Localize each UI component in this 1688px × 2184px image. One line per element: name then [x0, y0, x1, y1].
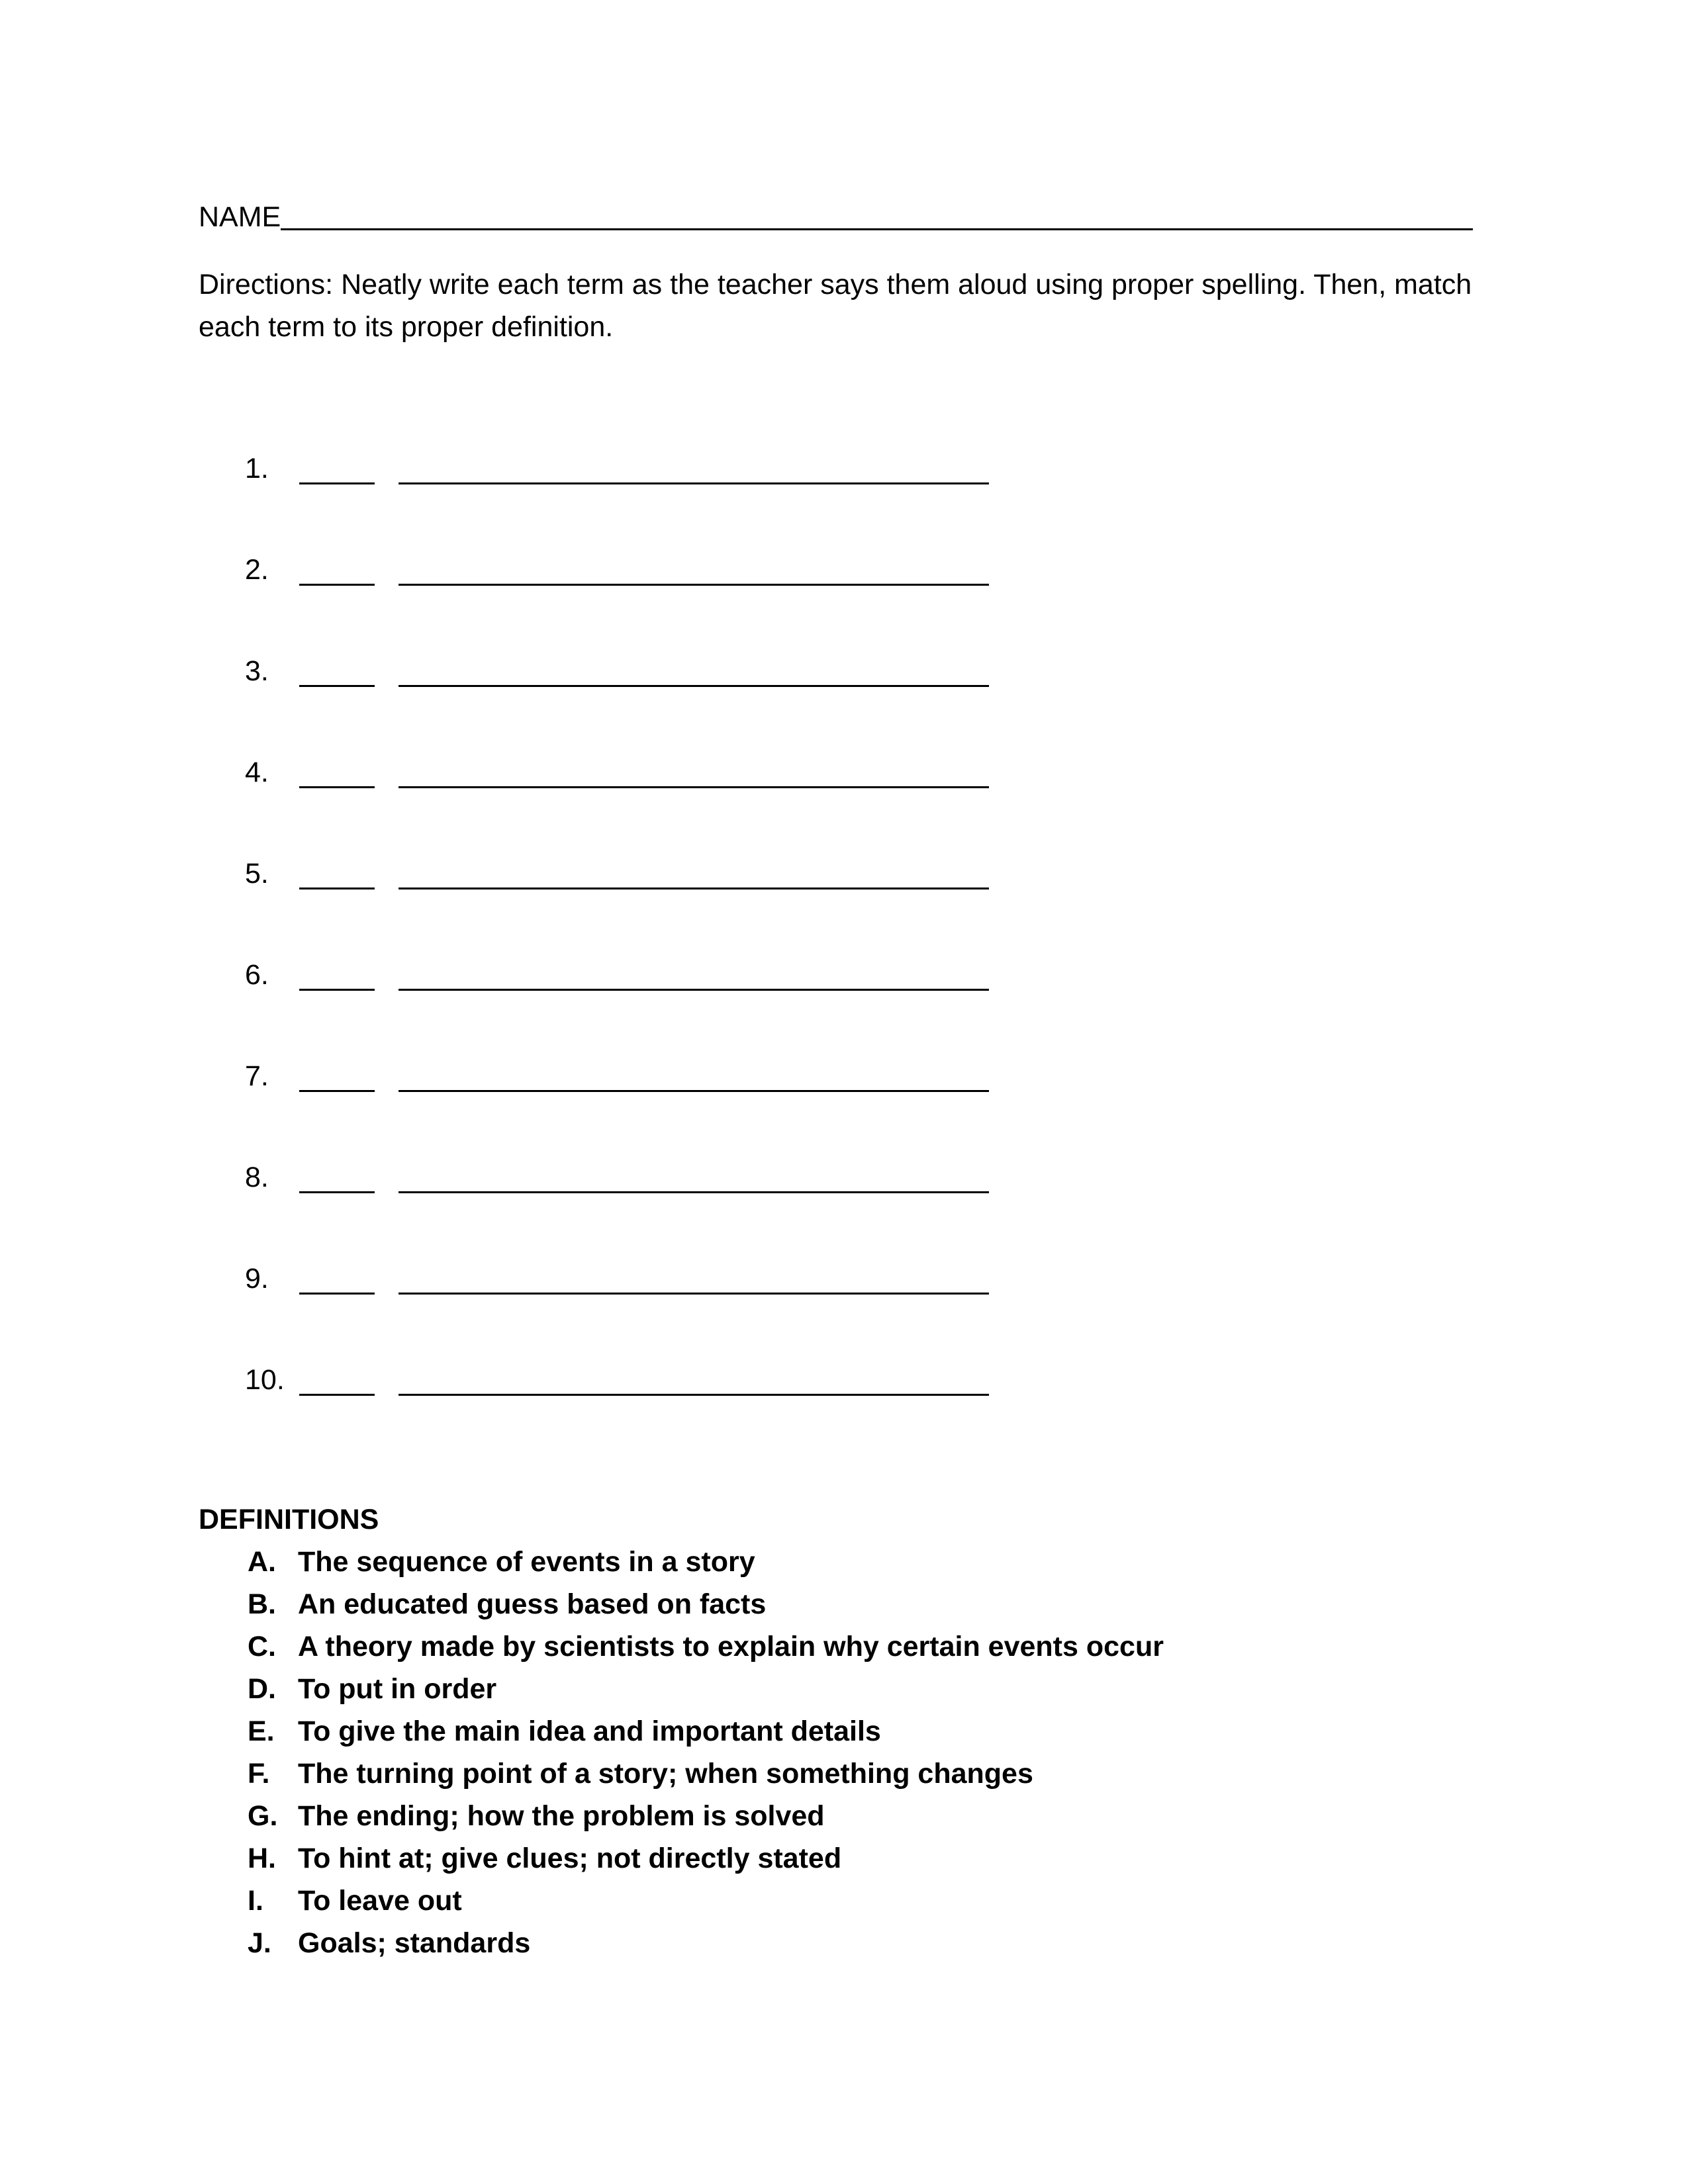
letter-blank[interactable] — [299, 584, 375, 586]
definition-text: Goals; standards — [298, 1927, 531, 1959]
definition-letter: C. — [248, 1631, 276, 1662]
term-blank[interactable] — [399, 685, 989, 687]
letter-blank[interactable] — [299, 786, 375, 788]
letter-blank[interactable] — [299, 1394, 375, 1396]
answer-row — [245, 1260, 993, 1300]
answer-row — [245, 1058, 993, 1097]
term-blank[interactable] — [399, 887, 989, 889]
definition-letter: A. — [248, 1546, 276, 1578]
definition-text: The turning point of a story; when something changes — [298, 1758, 1033, 1790]
answer-row — [245, 855, 993, 895]
name-blank-line[interactable] — [281, 228, 1473, 230]
definition-item — [248, 1758, 1439, 1797]
letter-blank[interactable] — [299, 1293, 375, 1295]
definition-item — [248, 1885, 1439, 1925]
definition-text: To put in order — [298, 1673, 497, 1705]
definition-item — [248, 1588, 1439, 1628]
definition-letter: F. — [248, 1758, 270, 1790]
term-blank[interactable] — [399, 1394, 989, 1396]
letter-blank[interactable] — [299, 482, 375, 484]
definition-letter: H. — [248, 1843, 276, 1874]
definition-text: To hint at; give clues; not directly stated — [298, 1843, 842, 1874]
term-blank[interactable] — [399, 584, 989, 586]
directions-text: Directions: Neatly write each term as the teacher says them aloud using proper spelling. Then, match each term to its proper definition. — [199, 269, 1472, 343]
definition-item — [248, 1715, 1439, 1755]
answer-row — [245, 551, 993, 591]
definition-item — [248, 1546, 1439, 1586]
definition-letter: E. — [248, 1715, 275, 1747]
definition-letter: J. — [248, 1927, 271, 1959]
term-blank[interactable] — [399, 1191, 989, 1193]
letter-blank[interactable] — [299, 1191, 375, 1193]
answer-row — [245, 1159, 993, 1199]
definition-letter: B. — [248, 1588, 276, 1620]
definition-item — [248, 1673, 1439, 1713]
definition-text: An educated guess based on facts — [298, 1588, 767, 1620]
name-row — [199, 196, 1473, 236]
answer-number: 1. — [245, 453, 269, 484]
answer-row — [245, 956, 993, 996]
definition-item — [248, 1800, 1439, 1840]
answer-number: 10. — [245, 1364, 285, 1396]
letter-blank[interactable] — [299, 887, 375, 889]
answer-number: 5. — [245, 858, 269, 889]
term-blank[interactable] — [399, 1090, 989, 1092]
definition-text: To give the main idea and important details — [298, 1715, 881, 1747]
letter-blank[interactable] — [299, 989, 375, 991]
definition-item — [248, 1843, 1439, 1882]
term-blank[interactable] — [399, 482, 989, 484]
answer-row — [245, 450, 993, 490]
definition-item — [248, 1631, 1439, 1670]
answer-row — [245, 1361, 993, 1401]
name-label: NAME — [199, 201, 281, 233]
answer-number: 8. — [245, 1161, 269, 1193]
definition-letter: I. — [248, 1885, 263, 1917]
answer-number: 9. — [245, 1263, 269, 1295]
definition-text: The sequence of events in a story — [298, 1546, 755, 1578]
answer-number: 4. — [245, 756, 269, 788]
definitions-heading: DEFINITIONS — [199, 1504, 379, 1535]
term-blank[interactable] — [399, 989, 989, 991]
definition-text: To leave out — [298, 1885, 462, 1917]
definition-text: The ending; how the problem is solved — [298, 1800, 825, 1832]
definition-item — [248, 1927, 1439, 1967]
definition-text: A theory made by scientists to explain why certain events occur — [298, 1631, 1164, 1662]
answer-number: 3. — [245, 655, 269, 687]
answer-number: 2. — [245, 554, 269, 586]
answer-row — [245, 754, 993, 794]
answer-number: 6. — [245, 959, 269, 991]
letter-blank[interactable] — [299, 1090, 375, 1092]
term-blank[interactable] — [399, 786, 989, 788]
term-blank[interactable] — [399, 1293, 989, 1295]
answer-number: 7. — [245, 1060, 269, 1092]
definition-letter: G. — [248, 1800, 278, 1832]
answer-row — [245, 653, 993, 692]
definition-letter: D. — [248, 1673, 276, 1705]
letter-blank[interactable] — [299, 685, 375, 687]
